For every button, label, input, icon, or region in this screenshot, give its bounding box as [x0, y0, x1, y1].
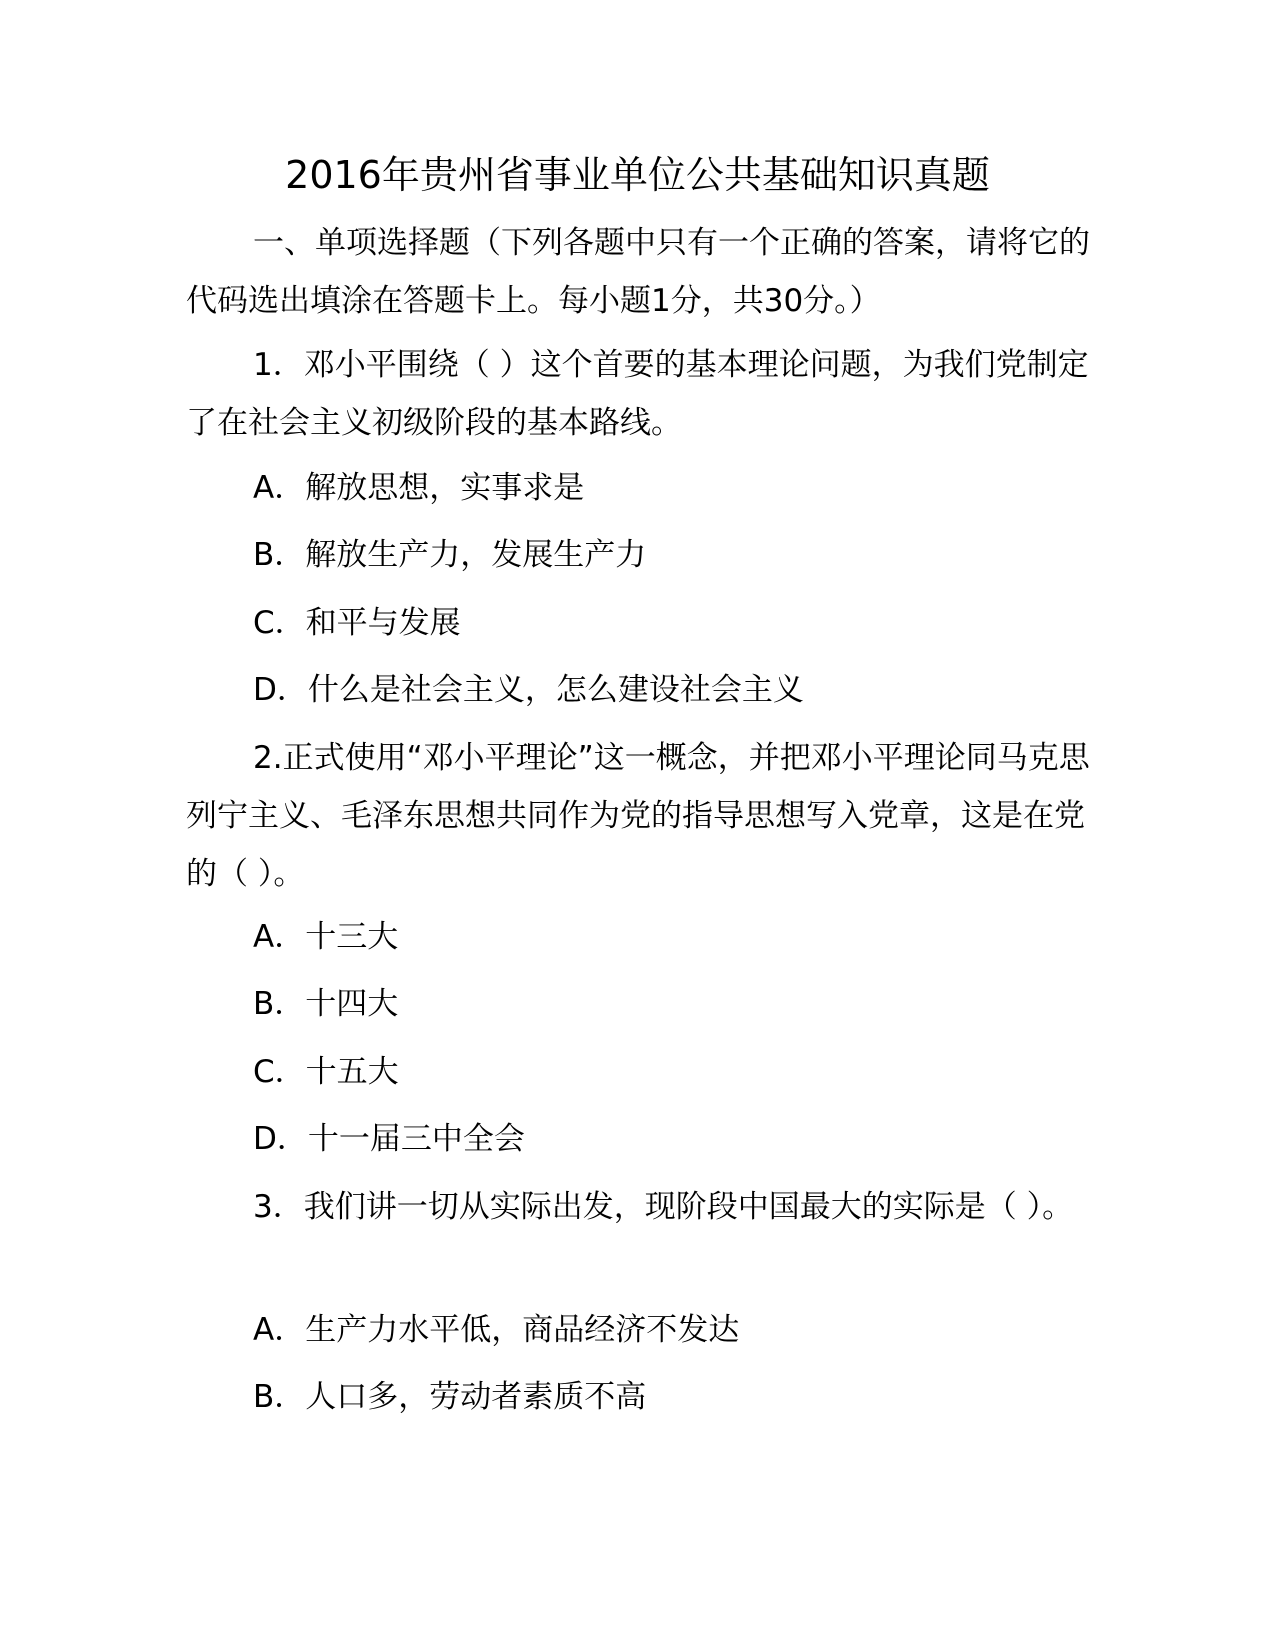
question-1-option-b: B．解放生产力，发展生产力 [253, 537, 647, 573]
question-1-option-a: A．解放思想，实事求是 [253, 470, 585, 506]
section-heading: 一、单项选择题（下列各题中只有一个正确的答案，请将它的代码选出填涂在答题卡上。每小题1分，共30分。） [186, 225, 1090, 319]
question-1-option-c: C．和平与发展 [253, 605, 461, 641]
question-2-option-d: D．十一届三中全会 [253, 1121, 525, 1157]
question-2-stem: 2.正式使用“邓小平理论”这一概念，并把邓小平理论同马克思列宁主义、毛泽东思想共同作为党的指导思想写入党章，这是在党的（ ）。 [186, 740, 1090, 892]
question-3-option-b: B．人口多，劳动者素质不高 [253, 1379, 647, 1415]
question-1-stem: 1．邓小平围绕（ ）这个首要的基本理论问题，为我们党制定了在社会主义初级阶段的基本路线。 [186, 347, 1089, 441]
document-title: 2016年贵州省事业单位公共基础知识真题 [285, 153, 990, 197]
question-2-option-a: A．十三大 [253, 919, 399, 955]
question-3-option-a: A．生产力水平低，商品经济不发达 [253, 1312, 740, 1348]
question-2-option-c: C．十五大 [253, 1054, 399, 1090]
question-1-option-d: D．什么是社会主义，怎么建设社会主义 [253, 672, 804, 708]
question-2-option-b: B．十四大 [253, 986, 399, 1022]
question-3-stem: 3．我们讲一切从实际出发，现阶段中国最大的实际是（ ）。 [253, 1189, 1074, 1225]
